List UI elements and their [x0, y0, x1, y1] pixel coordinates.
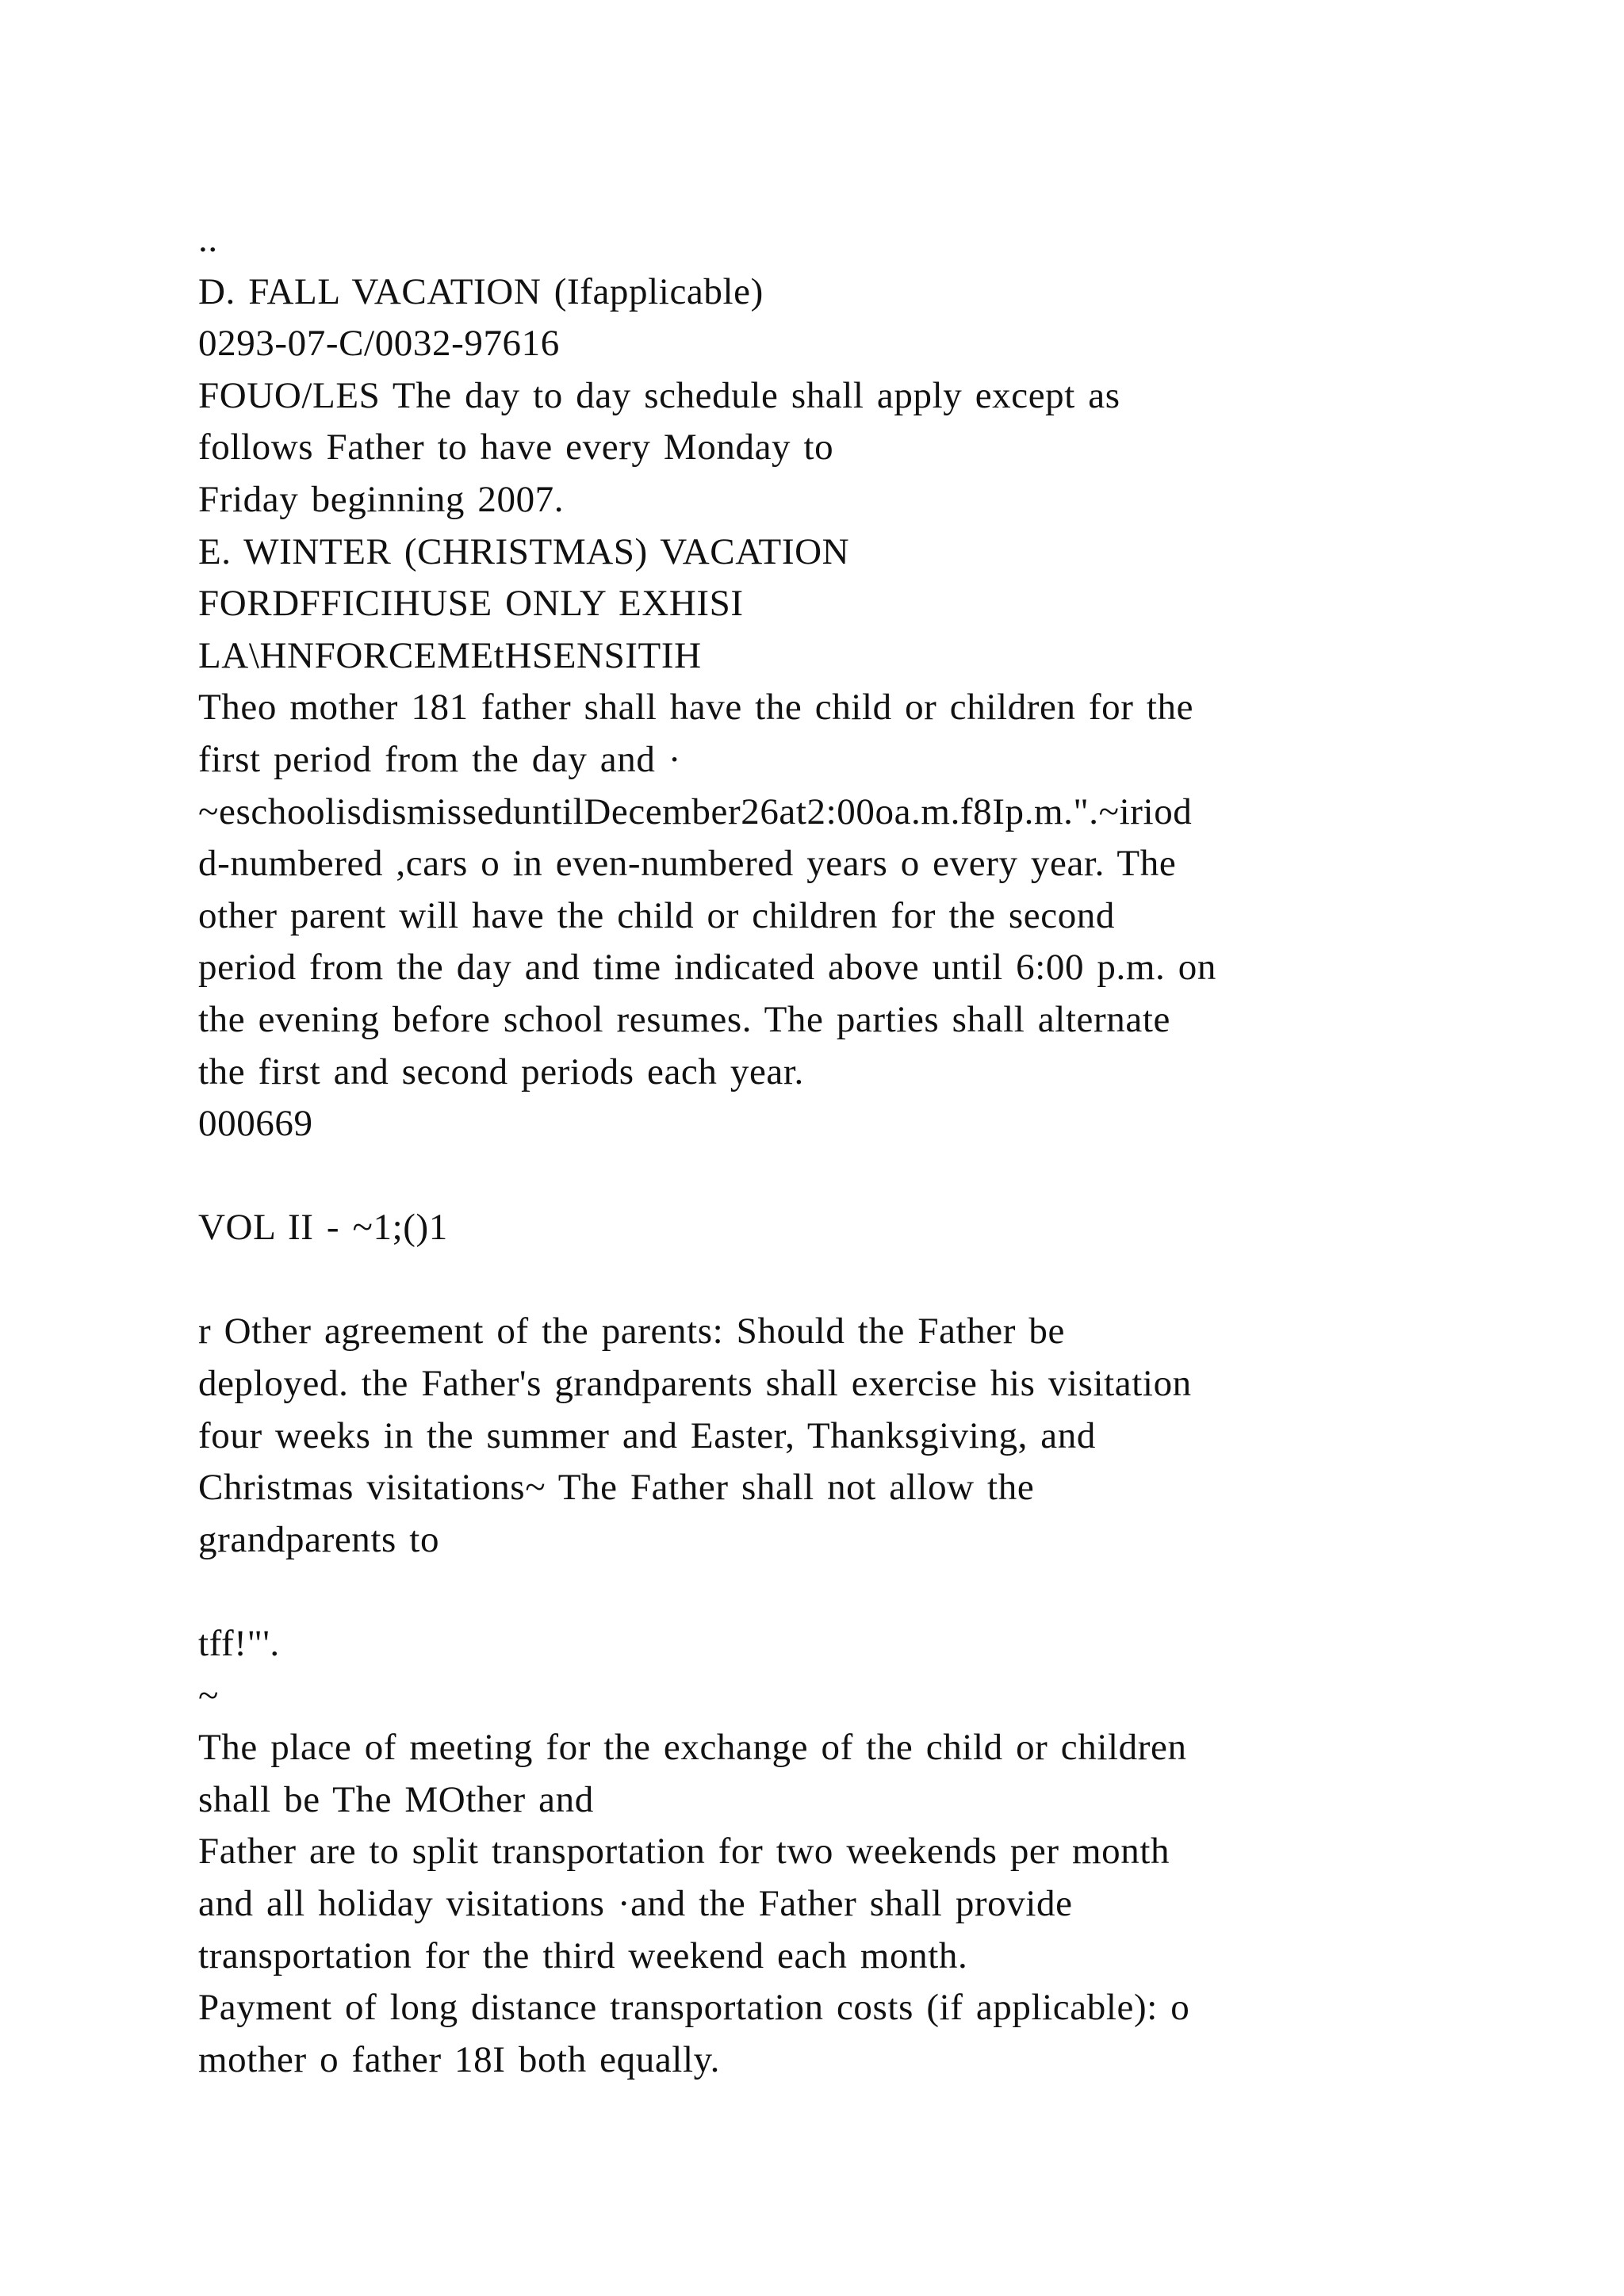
text-line: ~ — [198, 1674, 220, 1716]
document-body — [198, 214, 1546, 2086]
text-line: D. FALL VACATION (Ifapplicable) — [198, 270, 764, 312]
text-line: grandparents to — [198, 1518, 440, 1560]
text-line: mother o father 18I both equally. — [198, 2038, 721, 2080]
text-line: period from the day and time indicated above until 6:00 p.m. on — [198, 947, 1216, 989]
blank-line — [198, 1150, 1546, 1203]
text-line: Payment of long distance transportation costs (if applicable): o — [198, 1987, 1190, 2029]
text-line: Theo mother 181 father shall have the child or children for the — [198, 687, 1194, 729]
text-line: and all holiday visitations ·and the Father shall provide — [198, 1883, 1073, 1924]
text-line: .. — [198, 219, 218, 260]
text-line: E. WINTER (CHRISTMAS) VACATION — [198, 530, 850, 572]
text-line: The place of meeting for the exchange of the child or children — [198, 1727, 1187, 1769]
text-line: VOL II - ~1;()1 — [198, 1207, 448, 1249]
text-line: d-numbered ,cars o in even-numbered years o every year. The — [198, 843, 1177, 885]
text-line: deployed. the Father's grandparents shall exercise his visitation — [198, 1363, 1192, 1405]
text-line: Father are to split transportation for two weekends per month — [198, 1831, 1170, 1873]
text-line: shall be The MOther and — [198, 1778, 594, 1820]
blank-line — [198, 1254, 1546, 1307]
text-line: FORDFFICIHUSE ONLY EXHISI — [198, 583, 744, 625]
text-line: Christmas visitations~ The Father shall not allow the — [198, 1467, 1035, 1509]
text-line: other parent will have the child or children for the second — [198, 894, 1116, 936]
text-line: r Other agreement of the parents: Should the Father be — [198, 1311, 1065, 1353]
text-line: 000669 — [198, 1103, 313, 1145]
text-line: the evening before school resumes. The parties shall alternate — [198, 998, 1170, 1040]
text-line: first period from the day and · — [198, 738, 682, 780]
text-line: the first and second periods each year. — [198, 1050, 804, 1093]
text-line: four weeks in the summer and Easter, Thanksgiving, and — [198, 1414, 1096, 1456]
blank-line — [198, 1566, 1546, 1618]
text-line: ~eschoolisdismisseduntilDecember26at2:00oa.m.f8Ip.m.".~iriod — [198, 790, 1193, 832]
text-line: 0293-07-C/0032-97616 — [198, 323, 560, 365]
text-line: follows Father to have every Monday to — [198, 427, 834, 469]
text-line: transportation for the third weekend each month. — [198, 1934, 968, 1976]
text-line: LA\HNFORCEMEtHSENSITIH — [198, 634, 702, 676]
text-line: FOUO/LES The day to day schedule shall apply except as — [198, 374, 1120, 416]
text-line: tff!"'. — [198, 1623, 280, 1665]
text-line: Friday beginning 2007. — [198, 478, 565, 520]
